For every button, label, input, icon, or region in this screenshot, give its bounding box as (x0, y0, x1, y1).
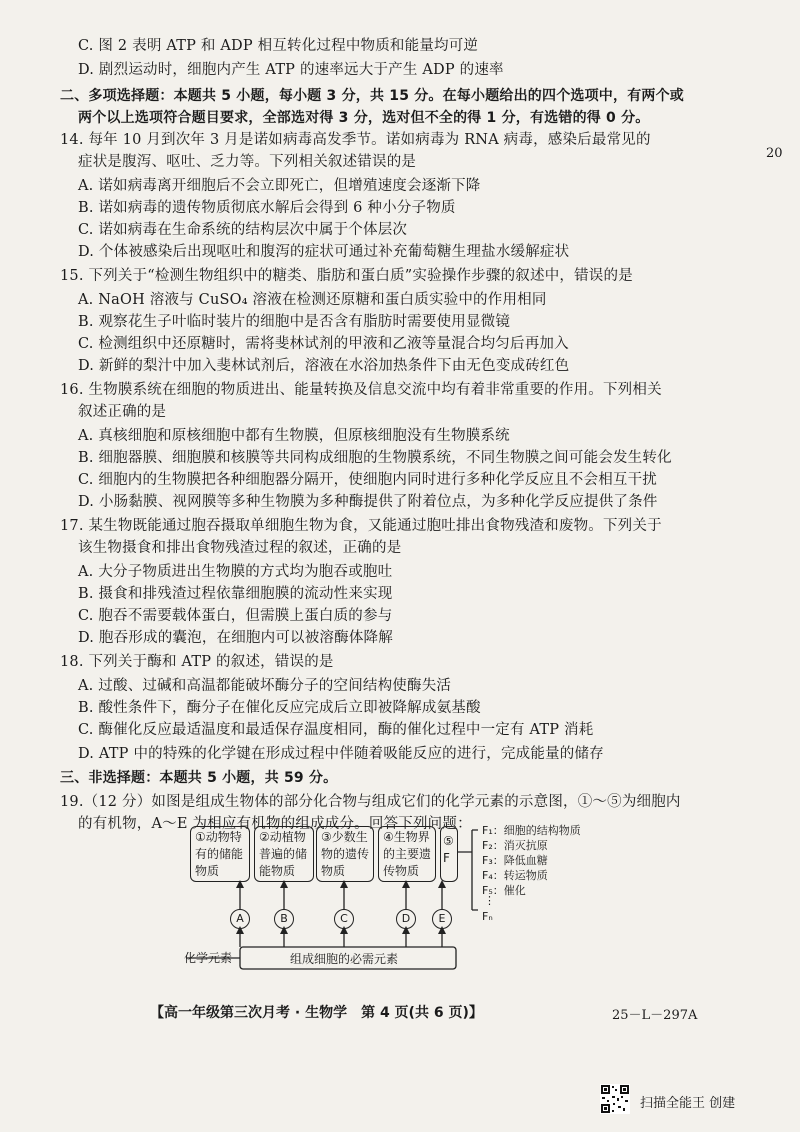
base-label: 组成细胞的必需元素 (290, 952, 399, 966)
page-footer: 【高一年级第三次月考 · 生物学 第 4 页(共 6 页)】 (150, 1005, 483, 1021)
text-line: C. 诺如病毒在生命系统的结构层次中属于个体层次 (78, 222, 408, 238)
text-line: B. 细胞器膜、细胞膜和核膜等共同构成细胞的生物膜系统，不同生物膜之间可能会发生转化 (78, 450, 672, 466)
component-a: A (230, 909, 250, 929)
text-line: 二、多项选择题：本题共 5 小题，每小题 3 分，共 15 分。在每小题给出的四个选项中，有两个或 (60, 88, 685, 104)
text-line: D. ATP 中的特殊的化学键在形成过程中伴随着吸能反应的进行，完成能量的储存 (78, 746, 604, 762)
text-line: C. 检测组织中还原糖时，需将斐林试剂的甲液和乙液等量混合均匀后再加入 (78, 336, 569, 352)
paper-code: 25－L－297A (612, 1008, 698, 1023)
text-line: B. 摄食和排残渣过程依靠细胞膜的流动性来实现 (78, 586, 393, 602)
compound-diagram (186, 822, 746, 982)
f-label-3: F₃：降低血糖 (482, 854, 548, 867)
text-line: 17. 某生物既能通过胞吞摄取单细胞生物为食，又能通过胞吐排出食物残渣和废物。下列关于 (60, 518, 662, 534)
text-line: B. 酸性条件下，酶分子在催化反应完成后立即被降解成氨基酸 (78, 700, 481, 716)
f-label-2: F₂：消灭抗原 (482, 839, 548, 852)
text-line: D. 个体被感染后出现呕吐和腹泻的症状可通过补充葡萄糖生理盐水缓解症状 (78, 244, 570, 260)
text-line: A. NaOH 溶液与 CuSO₄ 溶液在检测还原糖和蛋白质实验中的作用相同 (78, 292, 547, 308)
box-3: ③少数生物的遗传物质 (316, 826, 374, 882)
elements-label: 化学元素 (184, 951, 233, 965)
text-line: C. 胞吞不需要载体蛋白，但需膜上蛋白质的参与 (78, 608, 393, 624)
f-label-5: F₅：催化 (482, 884, 526, 897)
component-b: B (274, 909, 294, 929)
qr-code-icon (600, 1084, 630, 1114)
component-c: C (334, 909, 354, 929)
scanner-watermark: 扫描全能王 创建 (640, 1096, 736, 1111)
text-line: D. 胞吞形成的囊泡，在细胞内可以被溶酶体降解 (78, 630, 393, 646)
text-line: 该生物摄食和排出食物残渣过程的叙述，正确的是 (78, 540, 402, 556)
f-label-n: Fₙ (482, 910, 493, 923)
text-line: A. 诺如病毒离开细胞后不会立即死亡，但增殖速度会逐渐下降 (78, 178, 481, 194)
text-line: 16. 生物膜系统在细胞的物质进出、能量转换及信息交流中均有着非常重要的作用。下列相关 (60, 382, 662, 398)
text-line: D. 小肠黏膜、视网膜等多种生物膜为多种酶提供了附着位点，为多种化学反应提供了条件 (78, 494, 658, 510)
text-line: 叙述正确的是 (78, 404, 167, 420)
f-label-4: F₄：转运物质 (482, 869, 548, 882)
f-label-1: F₁：细胞的结构物质 (482, 824, 581, 837)
text-line: 18. 下列关于酶和 ATP 的叙述，错误的是 (60, 654, 334, 670)
text-line: A. 大分子物质进出生物膜的方式均为胞吞或胞吐 (78, 564, 393, 580)
text-line: B. 诺如病毒的遗传物质彻底水解后会得到 6 种小分子物质 (78, 200, 456, 216)
box-5: ⑤F (440, 826, 458, 882)
text-line: 三、非选择题：本题共 5 小题，共 59 分。 (60, 770, 338, 786)
text-line: 19.（12 分）如图是组成生物体的部分化合物与组成它们的化学元素的示意图，①～⑤为细胞内 (60, 794, 681, 810)
text-line: B. 观察花生子叶临时装片的细胞中是否含有脂肪时需要使用显微镜 (78, 314, 511, 330)
text-line: A. 真核细胞和原核细胞中都有生物膜，但原核细胞没有生物膜系统 (78, 428, 510, 444)
box-2: ②动植物普遍的储能物质 (254, 826, 314, 882)
f-label-dots: ⋮ (484, 894, 495, 907)
text-line: 的有机物，A～E 为相应有机物的组成成分。回答下列问题： (78, 816, 472, 832)
component-e: E (432, 909, 452, 929)
text-line: D. 剧烈运动时，细胞内产生 ATP 的速率远大于产生 ADP 的速率 (78, 62, 504, 78)
text-line: C. 细胞内的生物膜把各种细胞器分隔开，使细胞内同时进行多种化学反应且不会相互干扰 (78, 472, 657, 488)
text-line: 两个以上选项符合题目要求，全部选对得 3 分，选对但不全的得 1 分，有选错的得 0 分。 (78, 110, 650, 126)
text-line: C. 图 2 表明 ATP 和 ADP 相互转化过程中物质和能量均可逆 (78, 38, 479, 54)
text-line: C. 酶催化反应最适温度和最适保存温度相同，酶的催化过程中一定有 ATP 消耗 (78, 722, 594, 738)
box-1: ①动物特有的储能物质 (190, 826, 250, 882)
component-d: D (396, 909, 416, 929)
text-line: 症状是腹泻、呕吐、乏力等。下列相关叙述错误的是 (78, 154, 417, 170)
text-line: 15. 下列关于“检测生物组织中的糖类、脂肪和蛋白质”实验操作步骤的叙述中，错误的是 (60, 268, 633, 284)
text-line: D. 新鲜的梨汁中加入斐林试剂后，溶液在水浴加热条件下由无色变成砖红色 (78, 358, 570, 374)
text-line: A. 过酸、过碱和高温都能破坏酶分子的空间结构使酶失活 (78, 678, 452, 694)
side-mark: 20 (766, 146, 783, 161)
text-line: 14. 每年 10 月到次年 3 月是诺如病毒高发季节。诺如病毒为 RNA 病毒，感染后最常见的 (60, 132, 651, 148)
box-4: ④生物界的主要遗传物质 (378, 826, 436, 882)
